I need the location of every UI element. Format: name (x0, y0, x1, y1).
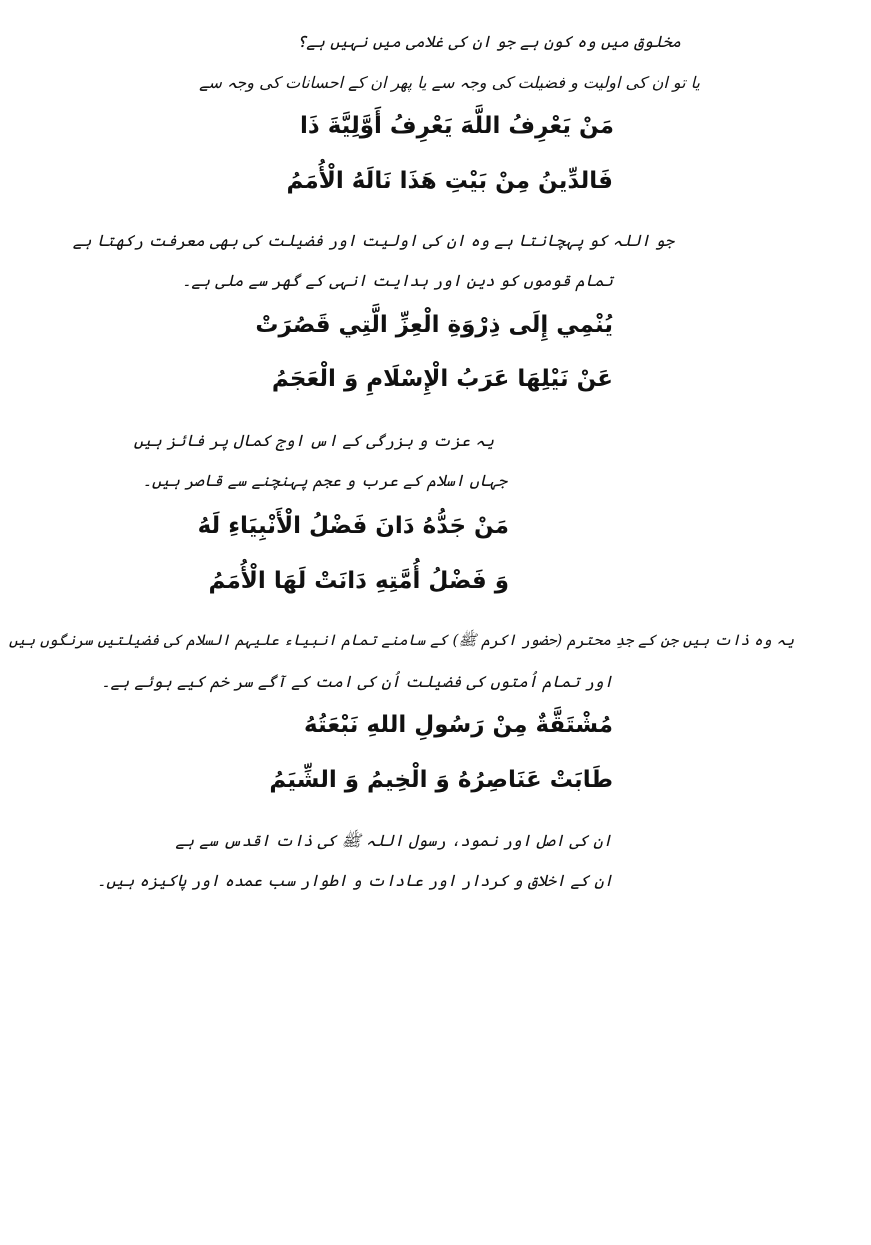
urdu-translation-line: یہ وہ ذات ہیں جن کے جدِ محترم (حضور اکرم ﷺ) کے سامنے تمام انبیاء علیہم السلام کی فضیلتیں سرنگوں ہیں (8, 631, 794, 649)
arabic-verse-line: عَنْ نَيْلِهَا عَرَبُ الْإِسْلَامِ وَ الْعَجَمُ (271, 366, 613, 392)
urdu-translation-line: جہاں اسلام کے عرب و عجم پہنچنے سے قاصر ہیں۔ (142, 471, 507, 490)
arabic-verse-line: فَالدِّينُ مِنْ بَيْتِ هَذَا نَالَهُ الْأُمَمُ (286, 168, 613, 194)
urdu-translation-line: جو اللہ کو پہچانتا ہے وہ ان کی اولیت اور فضیلت کی بھی معرفت رکھتا ہے (72, 231, 674, 250)
urdu-translation-line: ان کے اخلاق و کردار اور عادات و اطوار سب عمدہ اور پاکیزہ ہیں۔ (96, 871, 613, 890)
urdu-translation-line: اور تمام اُمتوں کی فضیلت اُن کی امت کے آگے سر خم کیے ہوئے ہے۔ (101, 672, 613, 691)
arabic-verse-line: مَنْ جَدُّهُ دَانَ فَضْلُ الْأَنْبِيَاءِ لَهُ (197, 513, 509, 539)
arabic-verse-line: وَ فَضْلُ أُمَّتِهِ دَانَتْ لَهَا الْأُمَمُ (208, 568, 509, 594)
arabic-verse-line: يُنْمِي إِلَى ذِرْوَةِ الْعِزِّ الَّتِي قَصُرَتْ (255, 312, 613, 338)
arabic-verse-line: مَنْ يَعْرِفُ اللَّهَ يَعْرِفُ أَوَّلِيَّةَ ذَا (300, 113, 614, 139)
arabic-verse-line: مُشْتَقَّةٌ مِنْ رَسُولِ اللهِ نَبْعَتُهُ (304, 712, 613, 738)
urdu-translation-line: تمام قوموں کو دین اور ہدایت انہی کے گھر سے ملی ہے۔ (182, 271, 613, 290)
arabic-verse-line: طَابَتْ عَنَاصِرُهُ وَ الْخِيمُ وَ الشِّيَمُ (269, 767, 613, 793)
urdu-translation-line: ان کی اصل اور نمود، رسول اللہ ﷺ کی ذات اقدس سے ہے (175, 831, 612, 850)
urdu-translation-line: مخلوق میں وہ کون ہے جو ان کی غلامی میں نہیں ہے؟ (296, 32, 681, 51)
urdu-translation-line: یہ عزت و بزرگی کے اس اوج کمال پر فائز ہیں (133, 431, 494, 450)
urdu-translation-line: یا تو ان کی اولیت و فضیلت کی وجہ سے یا پھر ان کے احسانات کی وجہ سے (199, 73, 700, 92)
